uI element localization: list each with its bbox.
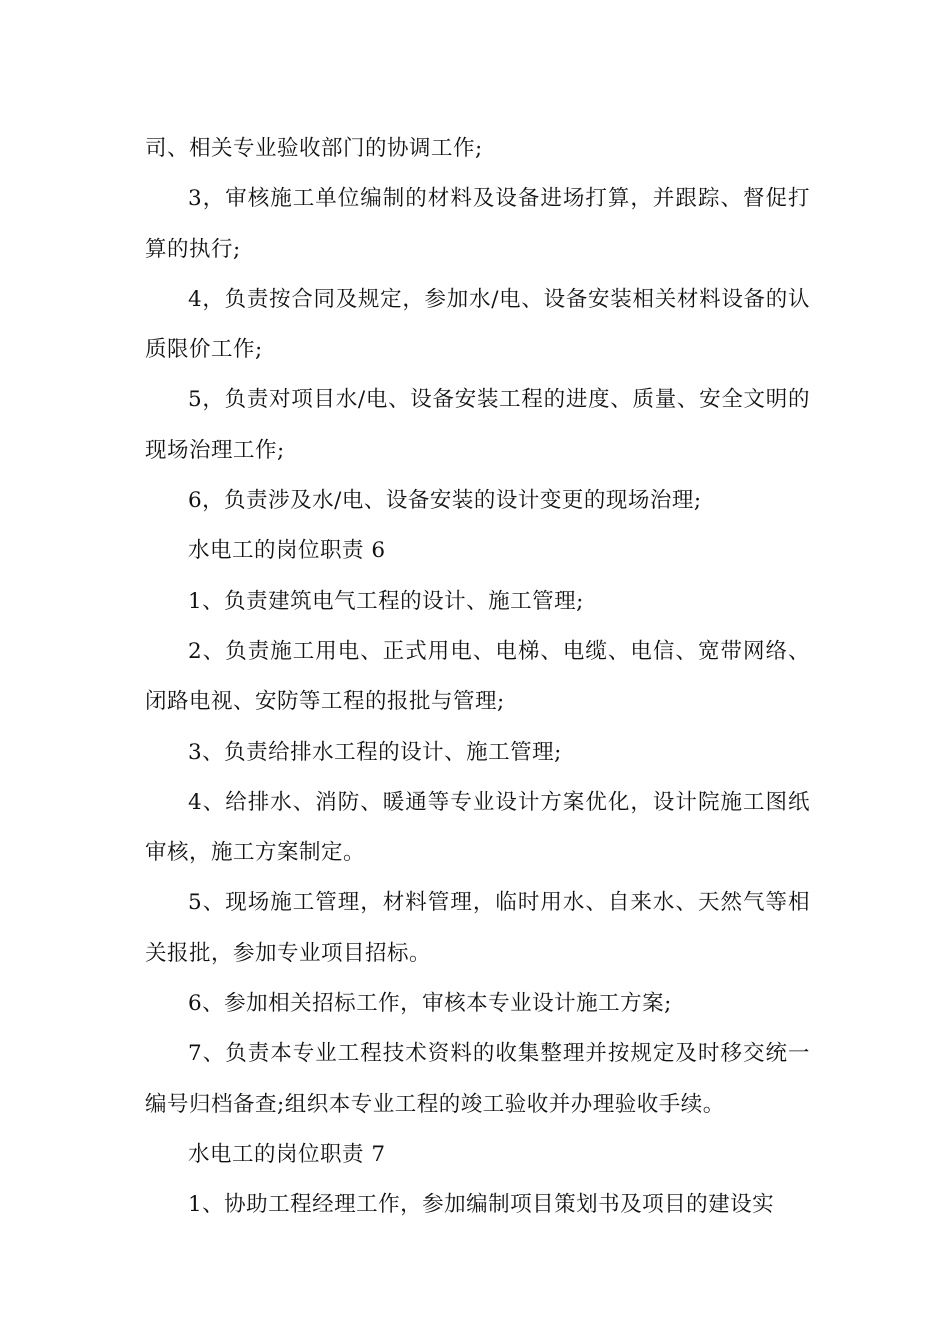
section6-item-6: 6、参加相关招标工作，审核本专业设计施工方案; bbox=[188, 991, 672, 1017]
paragraph-item-4: 4，负责按合同及规定，参加水/电、设备安装相关材料设备的认质限价工作; bbox=[145, 286, 810, 363]
section6-item-4: 4、给排水、消防、暖通等专业设计方案优化，设计院施工图纸审核，施工方案制定。 bbox=[145, 789, 810, 866]
paragraph-item-6: 6，负责涉及水/电、设备安装的设计变更的现场治理; bbox=[188, 488, 702, 514]
section7-item-1: 1、协助工程经理工作，参加编制项目策划书及项目的建设实 bbox=[188, 1192, 775, 1218]
section6-item-2: 2、负责施工用电、正式用电、电梯、电缆、电信、宽带网络、闭路电视、安防等工程的报批与管理; bbox=[145, 638, 810, 715]
section6-item-3: 3、负责给排水工程的设计、施工管理; bbox=[188, 739, 562, 765]
section6-item-1: 1、负责建筑电气工程的设计、施工管理; bbox=[188, 588, 584, 614]
paragraph-item-3: 3，审核施工单位编制的材料及设备进场打算，并跟踪、督促打算的执行; bbox=[145, 186, 810, 262]
paragraph-item-5: 5，负责对项目水/电、设备安装工程的进度、质量、安全文明的现场治理工作; bbox=[145, 387, 810, 463]
paragraph-continuation: 司、相关专业验收部门的协调工作; bbox=[145, 136, 483, 161]
document-body bbox=[145, 124, 810, 1231]
section-heading-6: 水电工的岗位职责 6 bbox=[188, 538, 386, 564]
section-heading-7: 水电工的岗位职责 7 bbox=[188, 1141, 386, 1167]
section6-item-5: 5、现场施工管理，材料管理，临时用水、自来水、天然气等相关报批，参加专业项目招标。 bbox=[145, 890, 810, 966]
section6-item-7: 7、负责本专业工程技术资料的收集整理并按规定及时移交统一编号归档备查;组织本专业工程的竣工验收并办理验收手续。 bbox=[145, 1041, 810, 1117]
